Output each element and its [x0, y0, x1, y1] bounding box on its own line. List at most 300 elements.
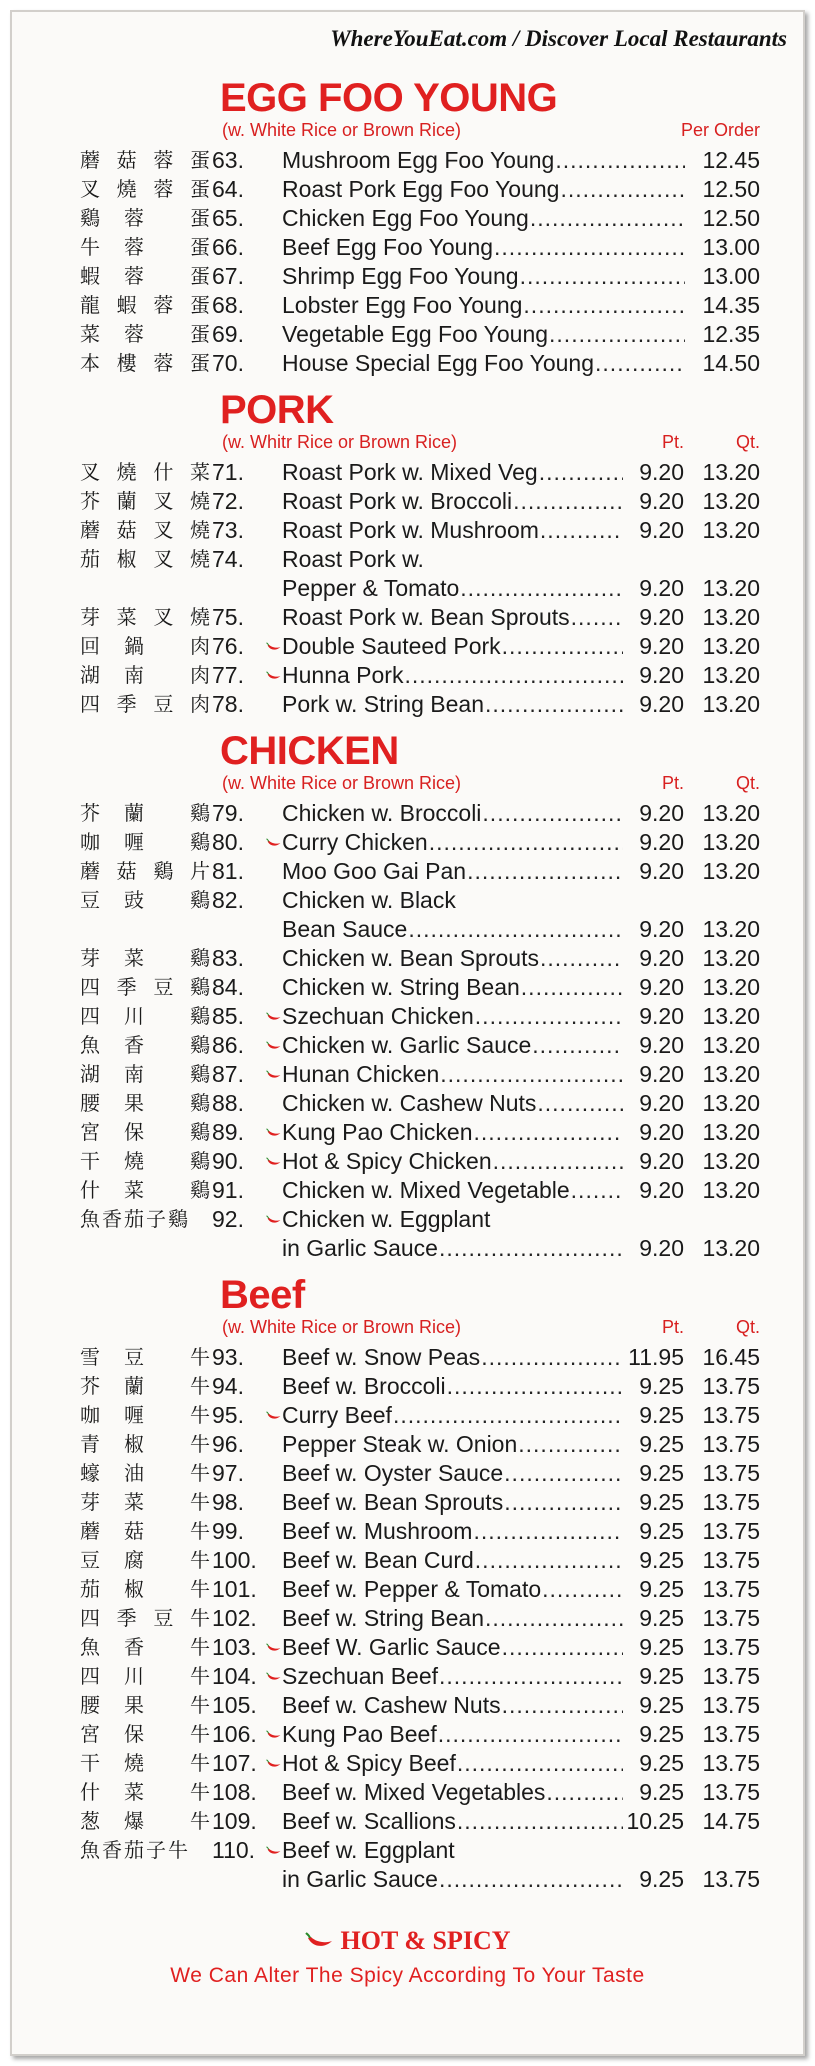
item-line: [282, 1089, 760, 1118]
item-number: 75.: [212, 604, 244, 630]
chili-pepper-icon: [266, 641, 282, 653]
item-line: [282, 1147, 760, 1176]
spicy-slot: [266, 1459, 282, 1488]
section-subtitle-row: [222, 120, 760, 146]
chinese-name: 葱 爆 牛: [80, 1809, 212, 1833]
pint-price: 9.20: [639, 1148, 684, 1174]
menu-item[interactable]: [80, 1546, 760, 1575]
pint-price: 9.20: [639, 575, 684, 601]
item-number: 95.: [212, 1402, 244, 1428]
pint-price: 9.20: [639, 858, 684, 884]
item-number: 107.: [212, 1750, 257, 1776]
menu-item[interactable]: [80, 1517, 760, 1546]
chinese-name: 蠔 油 牛: [80, 1461, 212, 1485]
spicy-slot: [266, 1488, 282, 1517]
menu-item[interactable]: [80, 1633, 760, 1662]
menu-item[interactable]: [80, 632, 760, 661]
item-name: Beef w. Bean Curd: [282, 1547, 474, 1573]
item-body: [282, 349, 760, 378]
quart-column-header: Qt.: [735, 1317, 760, 1337]
item-name: Chicken Egg Foo Young: [282, 205, 529, 231]
menu-item[interactable]: [80, 1060, 760, 1089]
item-body: [282, 1147, 760, 1176]
chinese-name: 雪 豆 牛: [80, 1345, 212, 1369]
menu-item[interactable]: [80, 1691, 760, 1720]
menu-item[interactable]: [80, 1089, 760, 1118]
spicy-legend-label: HOT & SPICY: [340, 1926, 511, 1955]
chinese-name: 四 川 牛: [80, 1664, 212, 1688]
spicy-slot: [266, 603, 282, 632]
pint-price: 9.20: [639, 974, 684, 1000]
item-number: 87.: [212, 1061, 244, 1087]
item-name: Beef w. Cashew Nuts: [282, 1692, 501, 1718]
menu-item[interactable]: [80, 320, 760, 349]
menu-item[interactable]: [80, 1807, 760, 1836]
item-line: [282, 146, 760, 175]
menu-item[interactable]: [80, 458, 760, 487]
item-line: [282, 1372, 760, 1401]
pint-price: 9.25: [639, 1489, 684, 1515]
pint-price: 9.25: [639, 1431, 684, 1457]
menu-item[interactable]: [80, 603, 760, 632]
item-body: [282, 1546, 760, 1575]
chili-pepper-icon: [266, 1127, 282, 1139]
quart-price: 13.75: [702, 1605, 760, 1631]
spicy-slot: [266, 545, 282, 574]
pint-price: 9.25: [639, 1460, 684, 1486]
item-number: 90.: [212, 1148, 244, 1174]
menu-item[interactable]: [80, 516, 760, 545]
item-line: [282, 828, 760, 857]
footer: [0, 1926, 815, 1988]
spicy-slot: [266, 1343, 282, 1372]
item-name: Pork w. String Bean: [282, 691, 484, 717]
item-line: [282, 1749, 760, 1778]
chinese-name: 蘑 菇 蓉 蛋: [80, 148, 212, 172]
spicy-slot: [266, 1517, 282, 1546]
menu-item[interactable]: [80, 1430, 760, 1459]
chinese-name: 蝦 蓉 蛋: [80, 264, 212, 288]
item-body: [282, 1836, 760, 1894]
item-name: Chicken w. Broccoli: [282, 800, 482, 826]
quart-price: 14.75: [702, 1808, 760, 1834]
chinese-name: [80, 1205, 212, 1234]
dot-leader: [438, 1720, 623, 1749]
spicy-slot: [266, 516, 282, 545]
item-body: [282, 1459, 760, 1488]
item-number: 96.: [212, 1431, 244, 1457]
menu-item[interactable]: [80, 175, 760, 204]
quart-price: 13.20: [702, 1090, 760, 1116]
item-body: [282, 1205, 760, 1263]
pint-price: 9.20: [639, 691, 684, 717]
menu-item[interactable]: [80, 204, 760, 233]
item-number: 93.: [212, 1344, 244, 1370]
spicy-slot: [266, 291, 282, 320]
quart-price: 16.45: [702, 1344, 760, 1370]
item-number: 69.: [212, 321, 244, 347]
item-line: [282, 661, 760, 690]
menu-item[interactable]: [80, 262, 760, 291]
item-body: [282, 262, 760, 291]
menu-item[interactable]: [80, 1604, 760, 1633]
chili-pepper-icon: [266, 1040, 282, 1052]
quart-price: 13.20: [702, 1032, 760, 1058]
menu-item[interactable]: [80, 1662, 760, 1691]
item-name: Beef w. Pepper & Tomato: [282, 1576, 542, 1602]
spicy-slot: [266, 175, 282, 204]
pint-price: 9.25: [639, 1518, 684, 1544]
quart-price: 13.20: [702, 1061, 760, 1087]
menu-item[interactable]: [80, 1343, 760, 1372]
item-body: [282, 973, 760, 1002]
chili-pepper-icon: [266, 1156, 282, 1168]
item-name: Hot & Spicy Beef: [282, 1750, 456, 1776]
menu-item[interactable]: [80, 1118, 760, 1147]
dot-leader: [482, 799, 623, 828]
section-title: Beef: [220, 1273, 305, 1317]
item-name: Pepper Steak w. Onion: [282, 1431, 518, 1457]
menu-item[interactable]: [80, 857, 760, 886]
menu-item[interactable]: [80, 1720, 760, 1749]
item-line: [282, 1778, 760, 1807]
spicy-slot: [266, 661, 282, 690]
item-body: [282, 545, 760, 603]
item-line: [282, 973, 760, 1002]
dot-leader: [393, 1401, 623, 1430]
chinese-name: 蘑 菇 牛: [80, 1519, 212, 1543]
menu-item[interactable]: [80, 1176, 760, 1205]
item-line: [282, 545, 760, 574]
pint-price: 9.25: [639, 1750, 684, 1776]
section-subtitle: (w. White Rice or Brown Rice): [222, 1317, 462, 1337]
chili-pepper-icon: [266, 1845, 282, 1857]
item-body: [282, 1430, 760, 1459]
menu-item[interactable]: [80, 1401, 760, 1430]
menu-item[interactable]: [80, 545, 760, 603]
spicy-slot: [266, 1778, 282, 1807]
pint-price: 9.25: [639, 1547, 684, 1573]
dot-leader: [537, 1089, 623, 1118]
item-body: [282, 1060, 760, 1089]
chinese-name: 豆 豉 鷄: [80, 888, 212, 912]
menu-item[interactable]: [80, 233, 760, 262]
menu-item[interactable]: [80, 1488, 760, 1517]
pint-column-header: Pt.: [661, 773, 684, 793]
pint-price: 9.20: [639, 1003, 684, 1029]
spicy-slot: [266, 1720, 282, 1749]
dot-leader: [521, 973, 623, 1002]
spicy-slot: [266, 1633, 282, 1662]
dot-leader: [502, 632, 623, 661]
item-number: 102.: [212, 1605, 257, 1631]
item-name: House Special Egg Foo Young: [282, 350, 595, 376]
item-line: [282, 1865, 760, 1894]
chinese-name: 鷄 蓉 蛋: [80, 206, 212, 230]
spicy-slot: [266, 944, 282, 973]
item-name: Beef w. Bean Sprouts: [282, 1489, 504, 1515]
dot-leader: [518, 1430, 623, 1459]
menu-item[interactable]: [80, 1459, 760, 1488]
menu-item[interactable]: [80, 291, 760, 320]
pint-price: 9.20: [639, 459, 684, 485]
item-body: [282, 1691, 760, 1720]
item-name: Mushroom Egg Foo Young: [282, 147, 555, 173]
item-price: 12.50: [702, 176, 760, 202]
item-body: [282, 632, 760, 661]
chinese-name: 芽 菜 牛: [80, 1490, 212, 1514]
item-body: [282, 1807, 760, 1836]
menu-item[interactable]: [80, 146, 760, 175]
menu-item[interactable]: [80, 1002, 760, 1031]
chinese-name: 芽 菜 鷄: [80, 946, 212, 970]
spicy-slot: [266, 1575, 282, 1604]
pint-price: 9.20: [639, 829, 684, 855]
item-name: Chicken w. Garlic Sauce: [282, 1032, 532, 1058]
dot-leader: [473, 1517, 623, 1546]
item-name: Double Sauteed Pork: [282, 633, 501, 659]
pint-price: 9.20: [639, 800, 684, 826]
item-body: [282, 516, 760, 545]
menu-item[interactable]: [80, 1836, 760, 1894]
menu-item[interactable]: [80, 487, 760, 516]
item-name: Chicken w. Mixed Vegetable: [282, 1177, 570, 1203]
item-line: [282, 1031, 760, 1060]
quart-price: 13.75: [702, 1692, 760, 1718]
item-number: 103.: [212, 1634, 257, 1660]
dot-leader: [504, 1459, 623, 1488]
item-number: 94.: [212, 1373, 244, 1399]
pint-price: 9.25: [639, 1605, 684, 1631]
item-body: [282, 1176, 760, 1205]
item-name: Chicken w. Cashew Nuts: [282, 1090, 537, 1116]
item-name: Kung Pao Beef: [282, 1721, 437, 1747]
dot-leader: [523, 291, 685, 320]
pint-price: 9.25: [639, 1692, 684, 1718]
menu-item[interactable]: [80, 828, 760, 857]
dot-leader: [571, 1176, 623, 1205]
quart-price: 13.75: [702, 1460, 760, 1486]
item-body: [282, 204, 760, 233]
pint-price: 11.95: [628, 1344, 684, 1370]
menu-section-3: [80, 1263, 760, 1894]
item-line: [282, 516, 760, 545]
item-line: [282, 944, 760, 973]
chinese-name: 宮 保 牛: [80, 1722, 212, 1746]
item-line: [282, 1002, 760, 1031]
chinese-name: 魚 香 牛: [80, 1635, 212, 1659]
item-body: [282, 1662, 760, 1691]
item-name: Chicken w. Black: [282, 887, 456, 913]
chinese-name: 湖 南 肉: [80, 663, 212, 687]
spicy-slot: [266, 233, 282, 262]
quart-price: 13.20: [702, 633, 760, 659]
site-header[interactable]: WhereYouEat.com / Discover Local Restaurants: [330, 26, 787, 51]
chinese-name: 腰 果 鷄: [80, 1091, 212, 1115]
menu-item[interactable]: [80, 1575, 760, 1604]
section-title: EGG FOO YOUNG: [220, 76, 558, 120]
quart-price: 13.20: [702, 662, 760, 688]
item-name: Pepper & Tomato: [282, 575, 460, 601]
item-name: Beef w. Snow Peas: [282, 1344, 481, 1370]
dot-leader: [404, 661, 623, 690]
menu-item[interactable]: [80, 690, 760, 719]
chili-pepper-icon: [305, 1932, 335, 1950]
dot-leader: [439, 1865, 623, 1894]
section-subtitle: (w. White Rice or Brown Rice): [222, 773, 462, 793]
quart-price: 13.20: [702, 604, 760, 630]
chinese-name: 芥 蘭 鷄: [80, 801, 212, 825]
spicy-slot: [266, 349, 282, 378]
item-name: Curry Beef: [282, 1402, 392, 1428]
item-name: Kung Pao Chicken: [282, 1119, 473, 1145]
item-line: [282, 1517, 760, 1546]
item-number: 80.: [212, 829, 244, 855]
chinese-name: 叉 燒 蓉 蛋: [80, 177, 212, 201]
item-line: [282, 175, 760, 204]
menu-item[interactable]: [80, 1778, 760, 1807]
item-line: [282, 1118, 760, 1147]
item-body: [282, 1031, 760, 1060]
dot-leader: [555, 146, 685, 175]
pint-price: 9.25: [639, 1866, 684, 1892]
menu-item[interactable]: [80, 973, 760, 1002]
section-subtitle-row: [222, 1317, 760, 1343]
chinese-name: 咖 喱 牛: [80, 1403, 212, 1427]
menu-section-0: [80, 76, 760, 378]
section-gap: [80, 1263, 760, 1273]
chinese-name: 蘑 菇 叉 燒: [80, 518, 212, 542]
item-number: 84.: [212, 974, 244, 1000]
chinese-name: 本 樓 蓉 蛋: [80, 351, 212, 375]
chili-pepper-icon: [266, 1729, 282, 1741]
spicy-slot: [266, 1147, 282, 1176]
menu-item[interactable]: [80, 1205, 760, 1263]
dot-leader: [481, 1343, 623, 1372]
item-body: [282, 1488, 760, 1517]
item-name: Beef w. Mushroom: [282, 1518, 473, 1544]
chinese-name: 腰 果 牛: [80, 1693, 212, 1717]
item-number: 108.: [212, 1779, 257, 1805]
chinese-name: 豆 腐 牛: [80, 1548, 212, 1572]
spicy-slot: [266, 1749, 282, 1778]
chinese-name: 宮 保 鷄: [80, 1120, 212, 1144]
quart-price: 13.75: [702, 1750, 760, 1776]
spicy-slot: [266, 973, 282, 1002]
item-body: [282, 1720, 760, 1749]
menu-item[interactable]: [80, 944, 760, 973]
chinese-name: 什 菜 鷄: [80, 1178, 212, 1202]
item-line: [282, 233, 760, 262]
chinese-name: 芥 蘭 牛: [80, 1374, 212, 1398]
item-body: [282, 1089, 760, 1118]
item-number: 105.: [212, 1692, 257, 1718]
dot-leader: [532, 1031, 623, 1060]
spicy-slot: [266, 487, 282, 516]
item-number: 64.: [212, 176, 244, 202]
chinese-name: 四 川 鷄: [80, 1004, 212, 1028]
menu-item[interactable]: [80, 1147, 760, 1176]
quart-price: 13.75: [702, 1402, 760, 1428]
spicy-slot: [266, 1089, 282, 1118]
menu-item[interactable]: [80, 1372, 760, 1401]
dot-leader: [539, 458, 623, 487]
chinese-name: 叉 燒 什 菜: [80, 460, 212, 484]
menu-item[interactable]: [80, 799, 760, 828]
item-name: Curry Chicken: [282, 829, 428, 855]
item-number: 88.: [212, 1090, 244, 1116]
menu-item[interactable]: [80, 661, 760, 690]
item-number: 85.: [212, 1003, 244, 1029]
pint-price: 9.25: [639, 1663, 684, 1689]
dot-leader: [475, 1546, 623, 1575]
chinese-name: 四 季 豆 牛: [80, 1606, 212, 1630]
menu-item[interactable]: [80, 349, 760, 378]
item-number: 73.: [212, 517, 244, 543]
spicy-slot: [266, 1118, 282, 1147]
item-number: 68.: [212, 292, 244, 318]
chili-pepper-icon: [266, 1410, 282, 1422]
menu-list: [80, 76, 760, 1894]
item-line: [282, 349, 760, 378]
quart-price: 13.20: [702, 1148, 760, 1174]
dot-leader: [542, 1575, 623, 1604]
item-body: [282, 175, 760, 204]
pint-price: 9.20: [639, 1090, 684, 1116]
spicy-slot: [266, 1836, 282, 1865]
spicy-slot: [266, 1807, 282, 1836]
menu-item[interactable]: [80, 1749, 760, 1778]
item-body: [282, 661, 760, 690]
chinese-name: 什 菜 牛: [80, 1780, 212, 1804]
item-body: [282, 1372, 760, 1401]
dot-leader: [504, 1488, 623, 1517]
item-line: [282, 915, 760, 944]
item-number: 76.: [212, 633, 244, 659]
item-line: [282, 204, 760, 233]
item-number: 106.: [212, 1721, 257, 1747]
pint-price: 9.20: [639, 662, 684, 688]
menu-item[interactable]: [80, 1031, 760, 1060]
chili-pepper-icon: [266, 1758, 282, 1770]
menu-item[interactable]: [80, 886, 760, 944]
chinese-name: 龍 蝦 蓉 蛋: [80, 293, 212, 317]
pint-price: 9.20: [639, 1119, 684, 1145]
item-name: Beef w. String Bean: [282, 1605, 485, 1631]
item-number: 71.: [212, 459, 244, 485]
item-name: Beef W. Garlic Sauce: [282, 1634, 501, 1660]
quart-price: 13.20: [702, 575, 760, 601]
item-line: [282, 1546, 760, 1575]
item-name: Hunan Chicken: [282, 1061, 440, 1087]
item-name: Moo Goo Gai Pan: [282, 858, 467, 884]
item-body: [282, 1749, 760, 1778]
chili-pepper-icon: [266, 670, 282, 682]
item-line: [282, 487, 760, 516]
item-name: Shrimp Egg Foo Young: [282, 263, 519, 289]
chinese-name: 茄 椒 叉 燒: [80, 547, 212, 571]
item-number: 79.: [212, 800, 244, 826]
spicy-slot: [266, 690, 282, 719]
spicy-slot: [266, 146, 282, 175]
dot-leader: [467, 857, 623, 886]
item-line: [282, 1205, 760, 1234]
quart-price: 13.20: [702, 1119, 760, 1145]
item-name: Roast Pork w.: [282, 546, 424, 572]
item-line: [282, 1343, 760, 1372]
item-line: [282, 1459, 760, 1488]
dot-leader: [540, 944, 623, 973]
